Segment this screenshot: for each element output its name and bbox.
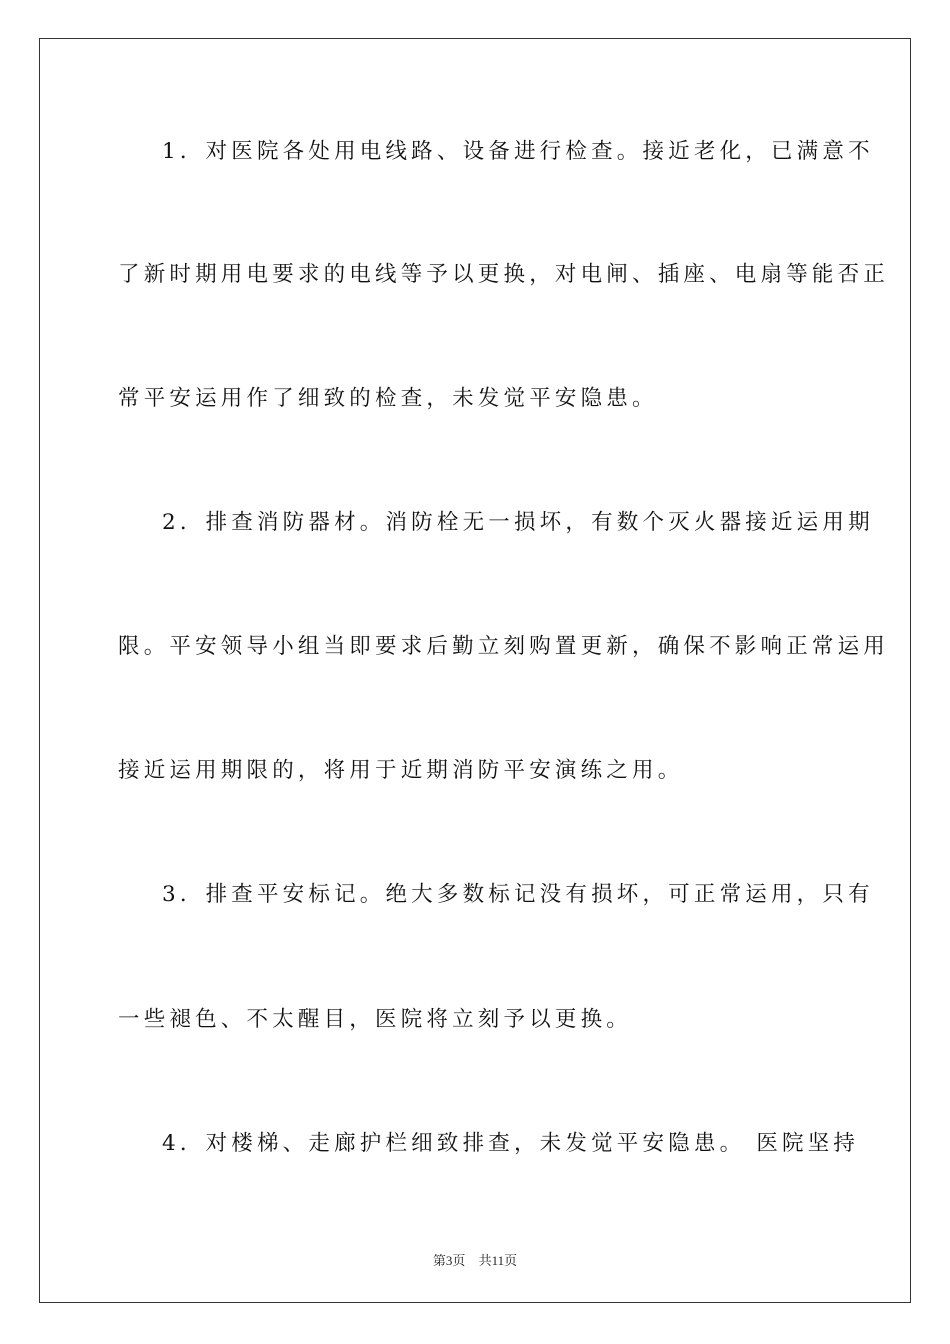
paragraph-2-line-2: 限。平安领导小组当即要求后勤立刻购置更新，确保不影响正常运用: [118, 634, 890, 659]
paragraph-4-line-1: 4．对楼梯、走廊护栏细致排查，未发觉平安隐患。 医院坚持: [162, 1131, 860, 1156]
paragraph-1-line-2: 了新时期用电要求的电线等予以更换，对电闸、插座、电扇等能否正: [118, 262, 890, 287]
paragraph-3-line-2: 一些褪色、不太醒目，医院将立刻予以更换。: [118, 1007, 633, 1032]
paragraph-3-line-1: 3．排查平安标记。绝大多数标记没有损坏，可正常运用，只有: [162, 882, 874, 907]
total-pages: 共11页: [478, 1253, 518, 1268]
paragraph-1-line-3: 常平安运用作了细致的检查，未发觉平安隐患。: [118, 386, 658, 411]
page-footer: [0, 1250, 950, 1269]
paragraph-2-line-3: 接近运用期限的，将用于近期消防平安演练之用。: [118, 758, 684, 783]
paragraph-1-line-1: 1．对医院各处用电线路、设备进行检查。接近老化，已满意不: [162, 139, 874, 164]
paragraph-2-line-1: 2．排查消防器材。消防栓无一损坏，有数个灭火器接近运用期: [162, 510, 874, 535]
page-number: 第3页: [432, 1253, 466, 1268]
page-border: [39, 38, 911, 1303]
